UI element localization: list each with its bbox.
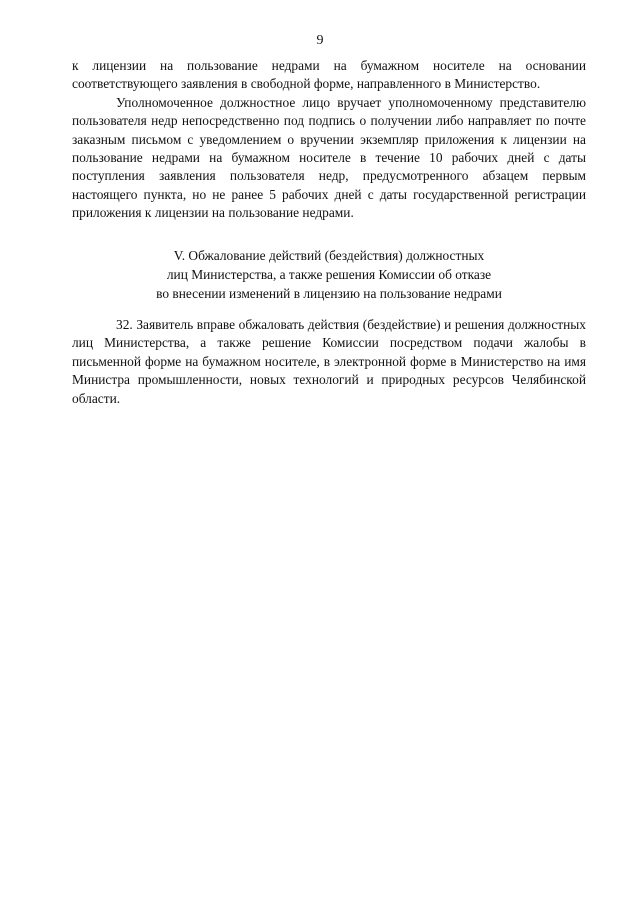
section-heading-line-2: лиц Министерства, а также решения Комиссии об отказе xyxy=(166,267,492,282)
paragraph-32: 32. Заявитель вправе обжаловать действия (бездействие) и решения должностных лиц Министерства, а также решение Комиссии посредством подачи жалобы в письменной форме на бумажном носителе, в электронной форме в Министерство на имя Министра промышленности, новых технологий и природных ресурсов Челябинской области. xyxy=(72,317,586,406)
page-number: 9 xyxy=(316,33,324,48)
paragraph-delivery: Уполномоченное должностное лицо вручает уполномоченному представителю пользователя недр непосредственно под подпись о получении либо направляет по почте заказным письмом с уведомлением о вручении экземпляр приложения к лицензии на пользование недрами на бумажном носителе в течение 10 рабочих дней с даты поступления заявления пользователя недр, предусмотренного абзацем первым настоящего пункта, но не ранее 5 рабочих дней с даты государственной регистрации приложения к лицензии на пользование недрами. xyxy=(72,94,586,221)
section-heading-line-3: во внесении изменений в лицензию на пользование недрами xyxy=(156,286,502,301)
section-heading xyxy=(72,246,586,303)
text-block-bottom xyxy=(72,316,586,408)
text-block-top xyxy=(72,57,586,223)
paragraph-continuation: к лицензии на пользование недрами на бумажном носителе на основании соответствующего заявления в свободной форме, направленного в Министерство. xyxy=(72,58,586,92)
section-heading-line-1: V. Обжалование действий (бездействия) должностных xyxy=(173,248,485,263)
